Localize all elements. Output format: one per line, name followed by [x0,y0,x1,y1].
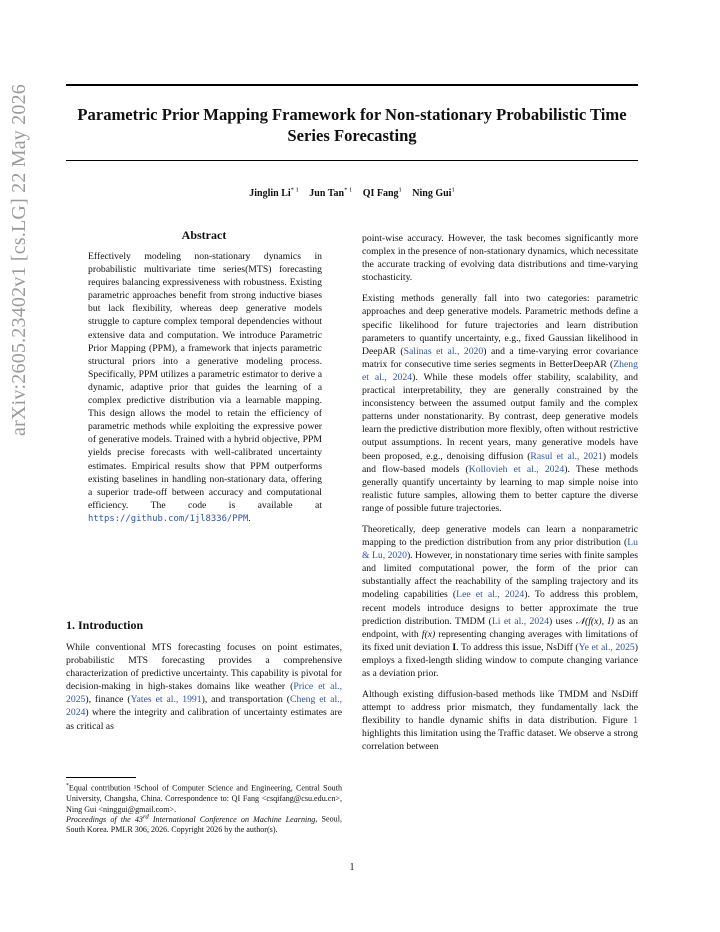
citation-link[interactable]: Lee et al., 2024 [456,589,525,601]
citation-link[interactable]: Li et al., 2024 [491,615,549,627]
title-bottom-rule [66,160,638,161]
math-expression: 𝒩(f(x), I) [575,615,614,627]
math-expression: f(x) [421,628,436,640]
intro-paragraph: While conventional MTS forecasting focuses on point estimates, probabilistic MTS forecasting provides a comprehensive characterization of predictive uncertainty. This capability is pivotal for decision-making in high-stakes domains like weather (Price et al., 2025), finance (Yates et al., 1991), and transportation (Cheng et al., 2024) where the integrity and calibration of uncertainty estimates are as critical as [66,642,342,732]
author: Jinglin Li$^{* 1}$ [249,187,299,200]
author: QI Fang$^1$ [362,187,402,200]
paragraph: Theoretically, deep generative models can learn a nonparametric mapping to the prediction distribution from any prior distribution (Lu & Lu, 2020). However, in nonstationary time series with finite samples and limited computational power, the form of the prior can substantially affect the reachability of the sampling trajectory and its modeling capabilities (Lee et al., 2024). To address this problem, recent models introduce designs to better approximate the true prediction distribution. TMDM (Li et al., 2024) uses 𝒩(f(x), I) as an endpoint, with f(x) representing changing averages with limitations of its fixed unit deviation I. To address this issue, NsDiff (Ye et al., 2025) employs a fixed-length sliding window to compute changing variance as a deviation prior. [362,523,639,679]
author-list [66,187,638,199]
citation-link[interactable]: Lu & Lu, 2020 [362,537,638,562]
title-top-rule [66,84,638,86]
citation-link[interactable]: Ye et al., 2025 [578,641,635,653]
proceedings-note: Proceedings of the 43rd International Conference on Machine Learning, Seoul, South Korea. PMLR 306, 2026. Copyright 2026 by the author(s). [66,813,342,835]
footnote: *Equal contribution ¹School of Computer Science and Engineering, Central South University, Changsha, China. Correspondence to: QI Fang <csqifang@csu.edu.cn>, Ning Gui <ninggui@gmail.com>. [66,783,342,814]
author: Jun Tan$^{* 1}$ [309,187,353,200]
author: Ning Gui$^1$ [412,187,455,200]
abstract-heading: Abstract [181,228,227,242]
paragraph: Although existing diffusion-based methods like TMDM and NsDiff attempt to address prior mismatch, they fundamentally lack the flexibility to handle dynamic shifts in data distribution. Figure 1 highlights this limitation using the Traffic dataset. We observe a strong correlation between [362,689,638,753]
page-number: 1 [349,862,355,873]
citation-link[interactable]: Yates et al., 1991 [130,694,202,706]
citation-link[interactable]: Price et al., 2025 [66,681,342,706]
footnote-rule [66,777,136,778]
paper-title: Parametric Prior Mapping Framework for Non-stationary Probabilistic Time Series Forecasting [77,105,627,145]
citation-link[interactable]: Salinas et al., 2020 [403,345,484,357]
arxiv-stamp: arXiv:2605.23402v1 [cs.LG] 22 May 2026 [7,84,30,436]
paragraph: point-wise accuracy. However, the task becomes significantly more complex in the presence of non-stationary dynamics, which necessitate the accurate tracking of evolving data distributions and time-varying stochasticity. [362,233,638,284]
code-link[interactable]: https://github.com/1jl8336/PPM [88,513,249,524]
citation-link[interactable]: Rasul et al., 2021 [530,450,603,462]
figure-ref-link[interactable]: 1 [633,715,638,727]
section-heading: 1. Introduction [66,618,144,632]
abstract-body: Effectively modeling non-stationary dynamics in probabilistic multivariate time series(MTS) forecasting requires balancing expressiveness with robustness. Existing parametric approaches benefit from strong inductive biases but lack flexibility, whereas deep generative models struggle to capture complex temporal dependencies without extensive data and computation. We introduce Parametric Prior Mapping (PPM), a framework that injects parametric structural priors into a generative modeling process. Specifically, PPM utilizes a parametric estimator to derive a dynamic, adaptive prior that guides the learning of a complex predictive distribution via a learnable mapping. This design allows the model to retain the efficiency of parametric methods while exploiting the expressive power of generative models. Trained with a hybrid objective, PPM yields precise forecasts with well-calibrated uncertainty estimates. Empirical results show that PPM outperforms existing baselines in handling non-stationary data, offering a superior trade-off between accuracy and computational efficiency. The code is available at https://github.com/1jl8336/PPM. [88,251,322,524]
citation-link[interactable]: Zheng et al., 2024 [362,358,638,383]
paragraph: Existing methods generally fall into two categories: parametric approaches and deep generative models. Parametric methods define a specific likelihood for future trajectories and learn distribution parameters to quantify uncertainty, e.g., fixed Gaussian likelihood in DeepAR (Salinas et al., 2020) and a time-varying error covariance matrix for consecutive time series segments in BetterDeepAR (Zheng et al., 2024). While these models offer stability, scalability, and practical interpretability, they are generally constrained by the inconsistency between the assumed output family and the complex patterns under nonstationarity. By contrast, deep generative models learn the predictive distribution more flexibly, often without restrictive output assumptions. In recent years, many generative models have been proposed, e.g., denoising diffusion (Rasul et al., 2021) models and flow-based models (Kollovieh et al., 2024). These methods generally quantify uncertainty by learning to map simple noise into realistic future samples, allowing them to better capture the diverse range of possible future trajectories. [362,293,638,514]
citation-link[interactable]: Cheng et al., 2024 [66,694,342,719]
math-expression: I [452,641,457,653]
citation-link[interactable]: Kollovieh et al., 2024 [468,463,565,475]
right-column [362,232,638,762]
